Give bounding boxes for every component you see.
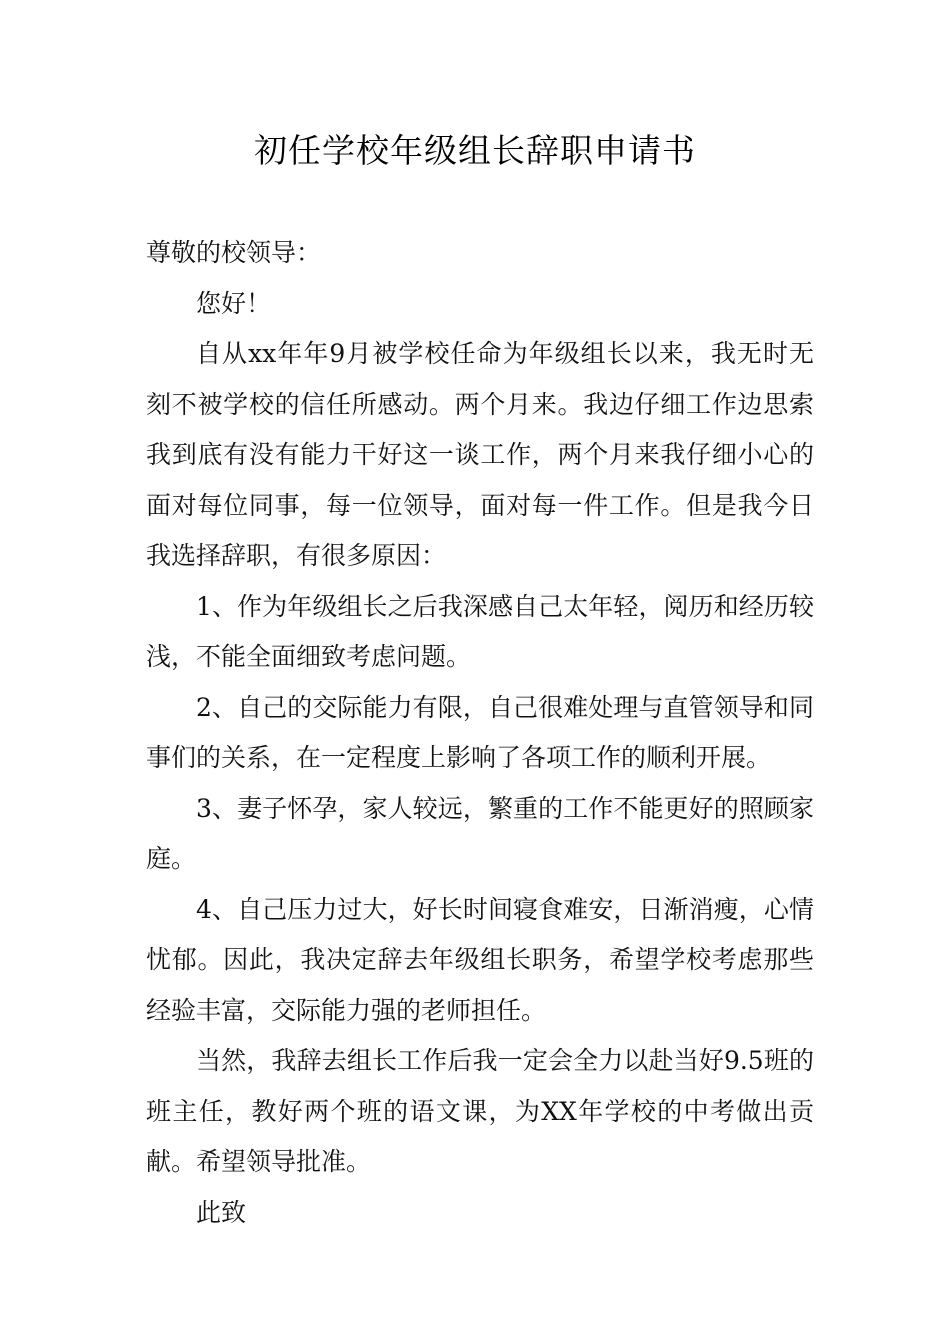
- commitment-paragraph: 当然，我辞去组长工作后我一定会全力以赴当好9.5班的班主任，教好两个班的语文课，为XX年学校的中考做出贡献。希望领导批准。: [146, 1046, 814, 1176]
- reason-2-paragraph: 2、自己的交际能力有限，自己很难处理与直管领导和同事们的关系，在一定程度上影响了各项工作的顺利开展。: [146, 692, 814, 772]
- reason-4-paragraph: 4、自己压力过大，好长时间寝食难安，日渐消瘦，心情忧郁。因此，我决定辞去年级组长职务，希望学校考虑那些经验丰富，交际能力强的老师担任。: [146, 894, 814, 1025]
- closing-paragraph: 此致: [196, 1197, 247, 1227]
- letter-body: [146, 228, 814, 1238]
- reason-3-paragraph: 3、妻子怀孕，家人较远，繁重的工作不能更好的照顾家庭。: [146, 793, 814, 873]
- salutation: 尊敬的校领导：: [146, 238, 322, 267]
- reason-1-paragraph: 1、作为年级组长之后我深感自己太年轻，阅历和经历较浅，不能全面细致考虑问题。: [146, 591, 814, 671]
- intro-paragraph: 自从xx年年9月被学校任命为年级组长以来，我无时无刻不被学校的信任所感动。两个月来。我边仔细工作边思索我到底有没有能力干好这一谈工作，两个月来我仔细小心的面对每位同事，每一位领导，面对每一件工作。但是我今日我选择辞职，有很多原因：: [146, 339, 814, 570]
- document-title: 初任学校年级组长辞职申请书: [254, 131, 696, 170]
- greeting-paragraph: 您好！: [196, 288, 272, 318]
